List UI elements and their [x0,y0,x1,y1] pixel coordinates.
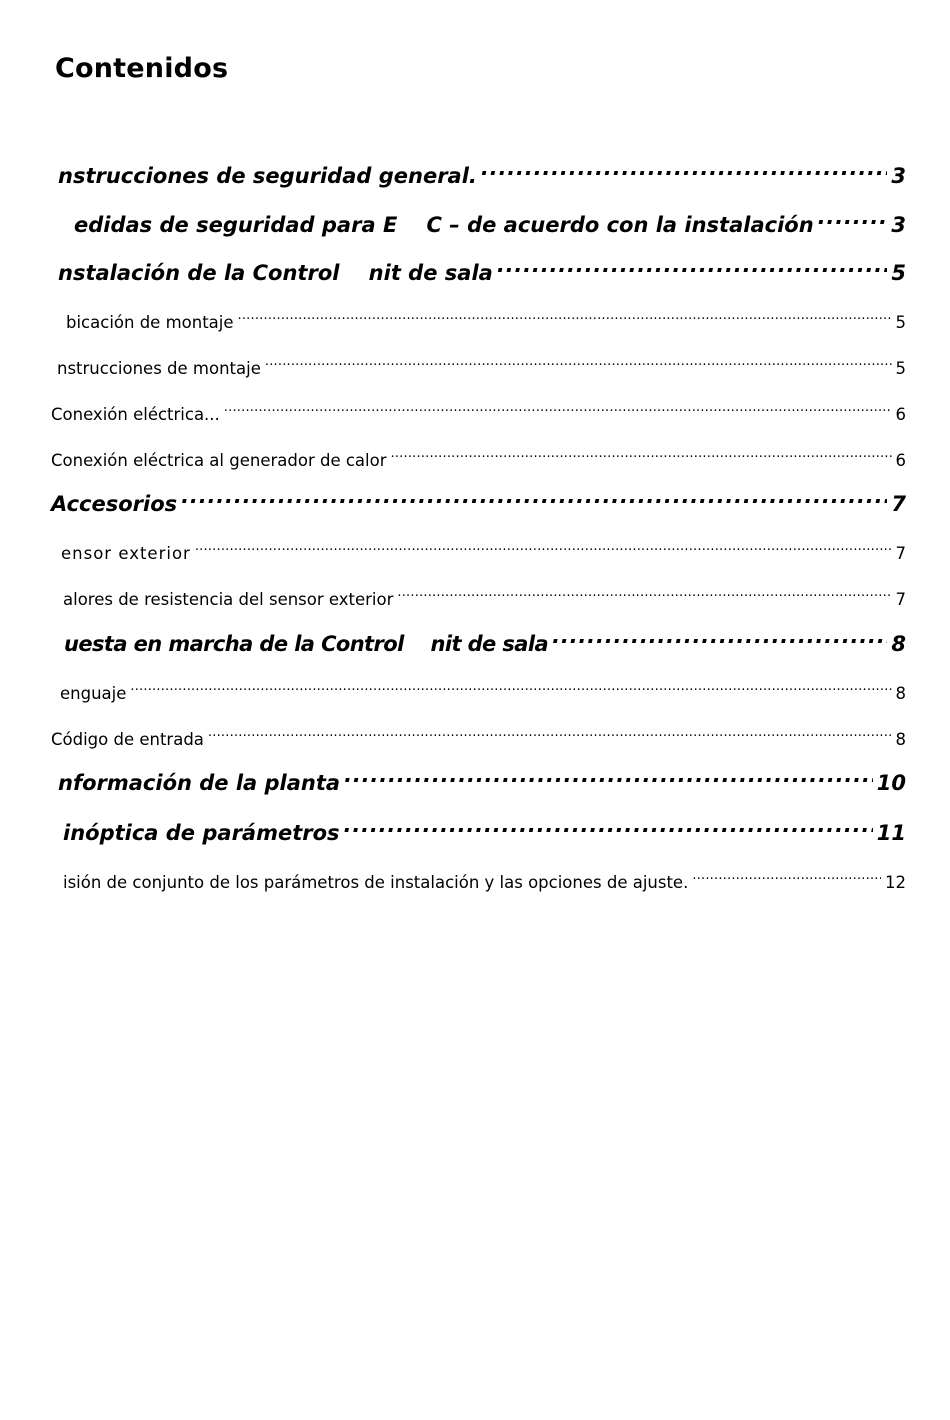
toc-dot-leader [397,589,891,606]
toc-entry-label: ensor exterior [61,544,191,563]
toc-entry-informacion-planta[interactable] [58,768,906,798]
toc-entry-page: 3 [891,213,906,237]
toc-entry-label: bicación de montaje [66,313,234,332]
toc-entry-label: Código de entrada [51,730,204,749]
toc-entry-label: Conexión eléctrica... [51,405,220,424]
toc-entry-page: 5 [895,313,906,332]
toc-dot-leader [344,769,873,790]
toc-dot-leader [224,404,892,421]
toc-entry-page: 12 [885,873,906,892]
toc-dot-leader [497,259,888,280]
toc-entry-conexion-electrica[interactable] [51,403,906,427]
toc-entry-page: 7 [895,590,906,609]
toc-entry-page: 7 [891,492,906,516]
toc-entry-conexion-generador[interactable] [51,449,906,473]
toc-entry-label: isión de conjunto de los parámetros de instalación y las opciones de ajuste. [63,873,689,892]
toc-entry-instrucciones-seguridad[interactable] [58,161,906,191]
toc-entry-lenguaje[interactable] [60,682,906,706]
toc-entry-label: Conexión eléctrica al generador de calor [51,451,387,470]
toc-entry-page: 10 [876,771,906,795]
toc-entry-sinoptica-parametros[interactable] [63,818,906,848]
toc-dot-leader [181,490,887,511]
toc-dot-leader [265,358,892,375]
toc-entry-label: inóptica de parámetros [63,821,340,845]
toc-entry-page: 5 [895,359,906,378]
toc-entry-label: uesta en marcha de la Control nit de sala [64,632,549,656]
toc-dot-leader [391,450,892,467]
toc-entry-label: nformación de la planta [58,771,341,795]
toc-entry-page: 8 [895,730,906,749]
toc-entry-label: Accesorios [51,492,178,516]
toc-dot-leader [344,819,873,840]
toc-entry-page: 7 [895,544,906,563]
page-title: Contenidos [55,53,229,84]
toc-dot-leader [208,729,892,746]
toc-entry-label: enguaje [60,684,127,703]
toc-entry-page: 3 [891,164,906,188]
toc-entry-page: 11 [876,821,906,845]
toc-entry-medidas-seguridad[interactable] [74,210,906,240]
toc-entry-page: 6 [895,451,906,470]
toc-entry-instrucciones-montaje[interactable] [57,357,906,381]
toc-entry-page: 8 [891,632,906,656]
toc-entry-label: nstalación de la Control nit de sala [58,261,493,285]
toc-entry-label: edidas de seguridad para E C – de acuerdo con la instalación [74,213,814,237]
toc-entry-label: nstrucciones de seguridad general. [58,164,477,188]
toc-dot-leader [552,630,887,651]
toc-entry-puesta-en-marcha[interactable] [64,629,906,659]
toc-dot-leader [195,543,892,560]
toc-dot-leader [692,872,881,889]
toc-entry-codigo-entrada[interactable] [51,728,906,752]
toc-entry-sensor-exterior[interactable] [61,542,906,566]
toc-dot-leader [238,312,892,329]
toc-entry-vision-conjunto[interactable] [63,871,906,895]
toc-entry-ubicacion-montaje[interactable] [66,311,906,335]
toc-dot-leader [481,162,887,183]
toc-dot-leader [818,211,888,232]
toc-entry-label: alores de resistencia del sensor exterior [63,590,394,609]
toc-entry-accesorios[interactable] [51,489,906,519]
toc-entry-label: nstrucciones de montaje [57,359,261,378]
toc-dot-leader [130,683,891,700]
toc-entry-page: 6 [895,405,906,424]
toc-entry-valores-resistencia[interactable] [63,588,906,612]
toc-entry-instalacion[interactable] [58,258,906,288]
toc-entry-page: 5 [891,261,906,285]
toc-entry-page: 8 [895,684,906,703]
